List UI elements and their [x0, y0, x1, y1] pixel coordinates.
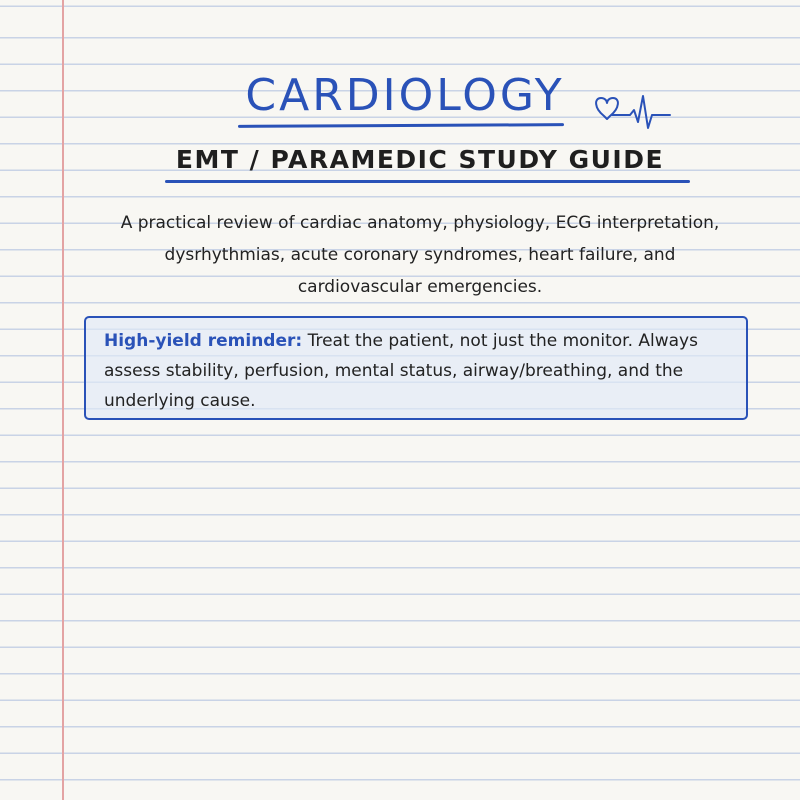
page-subtitle: EMT / PARAMEDIC STUDY GUIDE: [175, 145, 665, 174]
title-underline: [238, 123, 564, 127]
page-title: CARDIOLOGY: [245, 70, 565, 121]
intro-paragraph: A practical review of cardiac anatomy, physiology, ECG interpretation, dysrhythmias, acute coronary syndromes, heart failure, and cardiovascular emergencies.: [120, 213, 720, 297]
subtitle-underline: [165, 180, 690, 183]
reminder-box: [84, 316, 748, 420]
reminder-text: Treat the patient, not just the monitor. Always assess stability, perfusion, mental status, airway/breathing, and the underlying cause.: [104, 331, 698, 411]
heart-pulse-icon: [590, 90, 672, 132]
reminder-label: High-yield reminder:: [104, 331, 303, 351]
